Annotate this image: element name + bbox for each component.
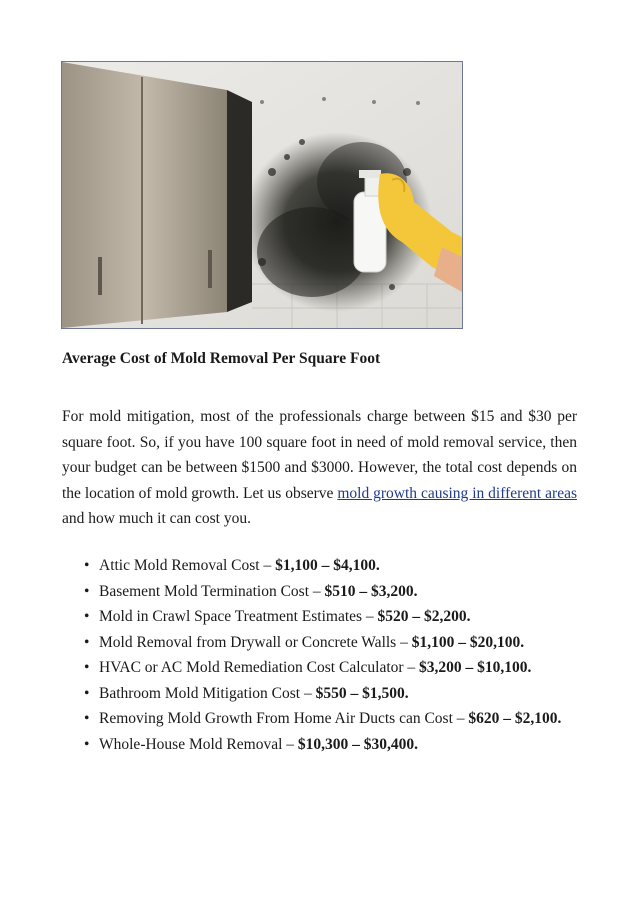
mold-wall-photo <box>61 61 463 329</box>
photo-illustration <box>62 62 462 328</box>
list-item <box>62 655 577 681</box>
cost-item-label: Basement Mold Termination Cost – <box>99 582 325 600</box>
intro-paragraph <box>62 404 577 532</box>
list-item <box>62 553 577 579</box>
cost-item-label: Removing Mold Growth From Home Air Ducts can Cost – <box>99 710 469 727</box>
list-item <box>62 630 577 656</box>
cost-item-price: $3,200 – $10,100. <box>419 659 532 676</box>
list-item <box>62 681 577 707</box>
section-heading: Average Cost of Mold Removal Per Square Foot <box>62 350 381 367</box>
cost-list <box>62 553 577 757</box>
list-item <box>62 706 577 732</box>
mold-growth-areas-link[interactable]: mold growth causing in different areas <box>337 484 577 502</box>
cost-item-price: $1,100 – $4,100. <box>275 557 380 574</box>
cost-item-label: Bathroom Mold Mitigation Cost – <box>99 684 316 702</box>
cost-item-label: Mold Removal from Drywall or Concrete Walls – <box>99 633 412 651</box>
cost-item-label: Attic Mold Removal Cost – <box>99 557 276 574</box>
cost-item-label: HVAC or AC Mold Remediation Cost Calculator – <box>99 659 420 676</box>
cost-item-price: $520 – $2,200. <box>377 608 471 625</box>
cost-item-price: $10,300 – $30,400. <box>297 735 419 753</box>
cost-item-label: Mold in Crawl Space Treatment Estimates – <box>99 608 378 625</box>
cost-item-price: $620 – $2,100. <box>468 710 562 727</box>
list-item <box>62 604 577 630</box>
cost-item-price: $510 – $3,200. <box>324 582 418 600</box>
cost-item-price: $550 – $1,500. <box>315 684 409 702</box>
list-item <box>62 579 577 605</box>
list-item <box>62 732 577 758</box>
cost-item-price: $1,100 – $20,100. <box>411 633 525 651</box>
cost-item-label: Whole-House Mold Removal – <box>99 735 298 753</box>
paragraph-text-after-link: and how much it can cost you. <box>62 510 251 527</box>
paragraph-text-before-link: For mold mitigation, most of the professionals charge between $15 and $30 per square foot. So, if you have 100 square foot in need of mold removal service, then your budget can be between $1500 and $3000. However, the total cost depends on the location of mold growth. Let us observe <box>62 408 577 502</box>
